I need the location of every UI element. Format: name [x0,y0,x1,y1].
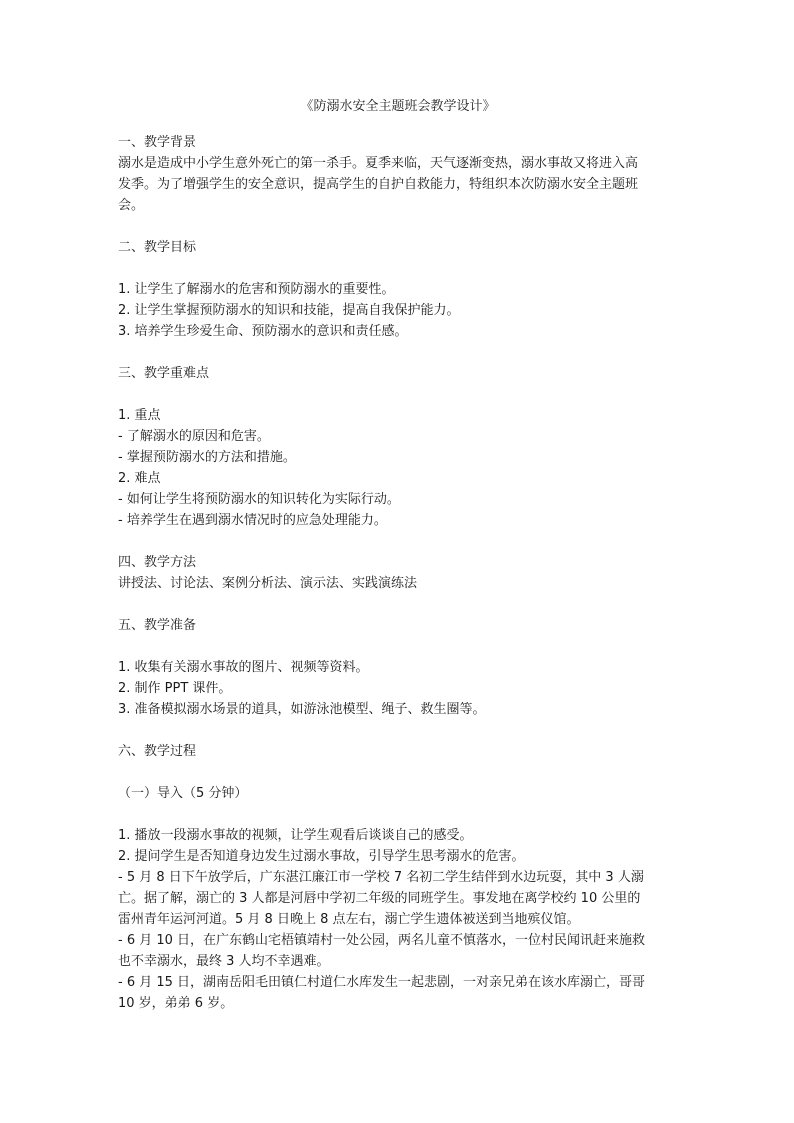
background-paragraph-line-2: 发季。为了增强学生的安全意识，提高学生的自护自救能力，特组织本次防溺水安全主题班 [118,177,639,192]
section-heading-key-points: 三、教学重难点 [118,366,210,381]
difficult-points-label: 2. 难点 [118,471,161,486]
spacer [118,342,678,363]
spacer [118,762,678,783]
case-1-line-1: - 5 月 8 日下午放学后，广东湛江廉江市一学校 7 名初二学生结伴到水边玩耍，其中 3 人溺 [118,870,644,885]
key-point-item-2: - 掌握预防溺水的方法和措施。 [118,450,296,465]
background-paragraph-line-1: 溺水是造成中小学生意外死亡的第一杀手。夏季来临，天气逐渐变热，溺水事故又将进入高 [118,156,639,171]
background-paragraph-line-3: 会。 [118,198,145,213]
objective-item-1: 1. 让学生了解溺水的危害和预防溺水的重要性。 [118,282,395,297]
key-point-item-1: - 了解溺水的原因和危害。 [118,429,270,444]
section-heading-objectives: 二、教学目标 [118,240,197,255]
case-2-line-2: 也不幸溺水，最终 3 人均不幸遇难。 [118,954,330,969]
spacer [118,636,678,657]
preparation-item-1: 1. 收集有关溺水事故的图片、视频等资料。 [118,660,369,675]
case-3-line-2: 10 岁，弟弟 6 岁。 [118,996,234,1011]
section-heading-methods: 四、教学方法 [118,555,197,570]
case-3-line-1: - 6 月 15 日，湖南岳阳毛田镇仁村道仁水库发生一起悲剧，一对亲兄弟在该水库溺亡，哥哥 [118,975,646,990]
preparation-item-3: 3. 准备模拟溺水场景的道具，如游泳池模型、绳子、救生圈等。 [118,702,486,717]
difficult-point-item-1: - 如何让学生将预防溺水的知识转化为实际行动。 [118,492,400,507]
objective-item-3: 3. 培养学生珍爱生命、预防溺水的意识和责任感。 [118,324,408,339]
preparation-item-2: 2. 制作 PPT 课件。 [118,681,232,696]
spacer [118,720,678,741]
process-subheading-intro: （一）导入（5 分钟） [118,786,248,801]
difficult-point-item-2: - 培养学生在遇到溺水情况时的应急处理能力。 [118,513,387,528]
methods-text: 讲授法、讨论法、案例分析法、演示法、实践演练法 [118,576,418,591]
case-2-line-1: - 6 月 10 日，在广东鹤山宅梧镇靖村一处公园，两名儿童不慎落水，一位村民闻讯赶来施救 [118,933,646,948]
objective-item-2: 2. 让学生掌握预防溺水的知识和技能，提高自我保护能力。 [118,303,460,318]
process-item-1: 1. 播放一段溺水事故的视频，让学生观看后谈谈自己的感受。 [118,828,473,843]
spacer [118,258,678,279]
section-heading-preparation: 五、教学准备 [118,618,197,633]
spacer [118,384,678,405]
case-1-line-3: 雷州青年运河河道。5 月 8 日晚上 8 点左右，溺亡学生遗体被送到当地殡仪馆。 [118,912,580,927]
document-title: 《防溺水安全主题班会教学设计》 [300,99,496,114]
spacer [118,216,678,237]
section-heading-background: 一、教学背景 [118,135,197,150]
spacer [118,531,678,552]
document-page [118,96,678,1014]
case-1-line-2: 亡。据了解，溺亡的 3 人都是河唇中学初二年级的同班学生。事发地在离学校约 10 公里的 [118,891,641,906]
key-points-label: 1. 重点 [118,408,161,423]
spacer [118,594,678,615]
section-heading-process: 六、教学过程 [118,744,197,759]
process-item-2: 2. 提问学生是否知道身边发生过溺水事故，引导学生思考溺水的危害。 [118,849,525,864]
spacer [118,804,678,825]
